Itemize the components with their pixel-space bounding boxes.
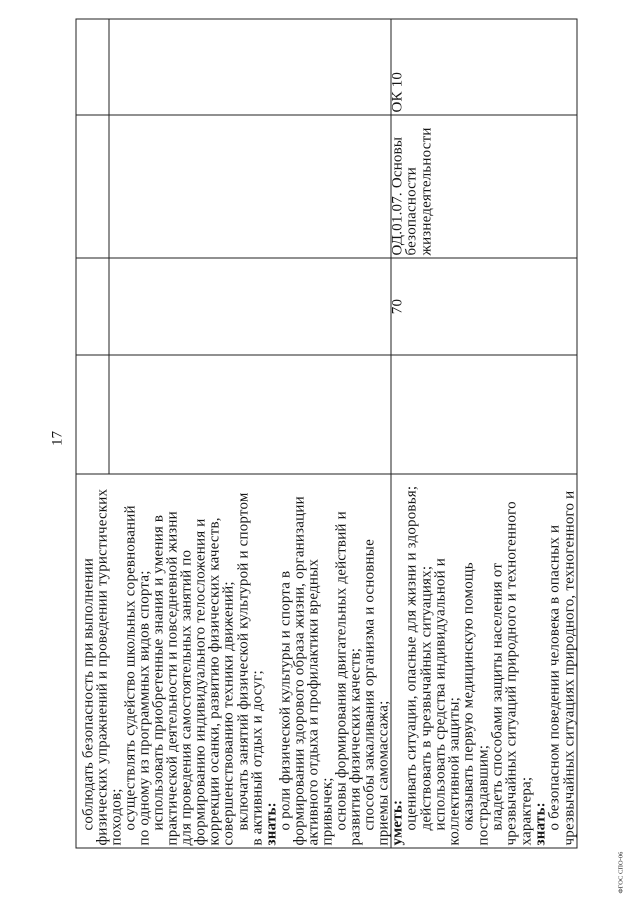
hours-value: 70	[389, 298, 405, 314]
requirement-line: о роли физической культуры и спорта в	[276, 570, 293, 830]
requirement-line: развития физических качеств;	[346, 647, 363, 845]
requirement-line: физических упражнений и проведении туристических	[94, 488, 111, 845]
document-code: ФГОС СПО-06	[617, 851, 624, 893]
requirement-line: соблюдать безопасность при выполнении	[80, 557, 96, 830]
requirement-line: использовать средства индивидуальной и	[431, 557, 448, 830]
requirement-line: осуществлять судейство школьных соревнований	[122, 504, 139, 830]
competencies-cell	[390, 20, 404, 112]
requirement-line: формированию индивидуального телосложения и	[192, 518, 209, 845]
requirement-line: действовать в чрезвычайных ситуациях;	[417, 565, 434, 830]
hours-cell	[390, 258, 404, 354]
requirements-cell	[81, 477, 390, 845]
requirement-line: характера;	[517, 776, 534, 845]
requirement-line: о безопасном поведении человека в опасных и	[546, 524, 563, 830]
requirements-table	[75, 18, 577, 848]
empty-cell	[76, 355, 390, 473]
requirement-line: владеть способами защиты населения от	[489, 562, 506, 830]
requirement-line: пострадавшим;	[474, 744, 491, 845]
requirement-line: по одному из программных видов спорта;	[136, 569, 153, 845]
discipline-line: ОД.01.07. Основы	[389, 136, 405, 255]
requirement-line: использовать приобретенные знания и умения в	[150, 514, 167, 830]
requirement-line: коррекции осанки, развитию физических качеств,	[206, 516, 223, 845]
discipline-line: безопасности	[403, 166, 420, 255]
requirement-line: активного отдыха и профилактики вредных	[304, 558, 321, 845]
requirement-line: практической деятельности и повседневной жизни	[164, 510, 181, 845]
requirements-cell	[390, 477, 576, 845]
requirement-line: чрезвычайных ситуациях природного, техногенного и	[560, 490, 577, 845]
requirement-line: формировании здорового образа жизни, организации	[290, 495, 307, 845]
section-heading: знать:	[262, 801, 279, 845]
section-heading: уметь:	[389, 799, 405, 845]
requirement-line: чрезвычайных ситуаций природного и техногенного	[503, 500, 520, 845]
requirement-line: включать занятий физической культурой и спортом	[234, 491, 251, 830]
page-number: 17	[49, 430, 65, 446]
requirement-line: для проведения самостоятельных занятий по	[178, 549, 195, 845]
section-heading: знать:	[531, 801, 548, 845]
empty-cell	[76, 115, 390, 257]
requirement-line: в активный отдых и досуг;	[248, 669, 265, 845]
requirement-line: способы закаливания организма и основные	[360, 538, 377, 830]
requirement-line: приемы самомассажа;	[374, 700, 391, 845]
requirement-line: коллективной защиты;	[446, 696, 463, 845]
empty-cell	[76, 258, 390, 354]
requirement-line: оказывать первую медицинскую помощь	[460, 561, 477, 830]
requirement-line: оценивать ситуации, опасные для жизни и здоровья;	[403, 485, 420, 830]
empty-cell	[76, 19, 390, 114]
requirement-line: основы формирования двигательных действий и	[332, 510, 349, 830]
discipline-line: жизнедеятельности	[417, 126, 434, 255]
competency-code: ОК 10	[389, 71, 405, 112]
discipline-cell	[390, 117, 433, 255]
requirement-line: совершенствованию техники движений;	[220, 580, 237, 845]
requirement-line: привычек;	[318, 776, 335, 845]
requirement-line: походов;	[108, 787, 125, 845]
